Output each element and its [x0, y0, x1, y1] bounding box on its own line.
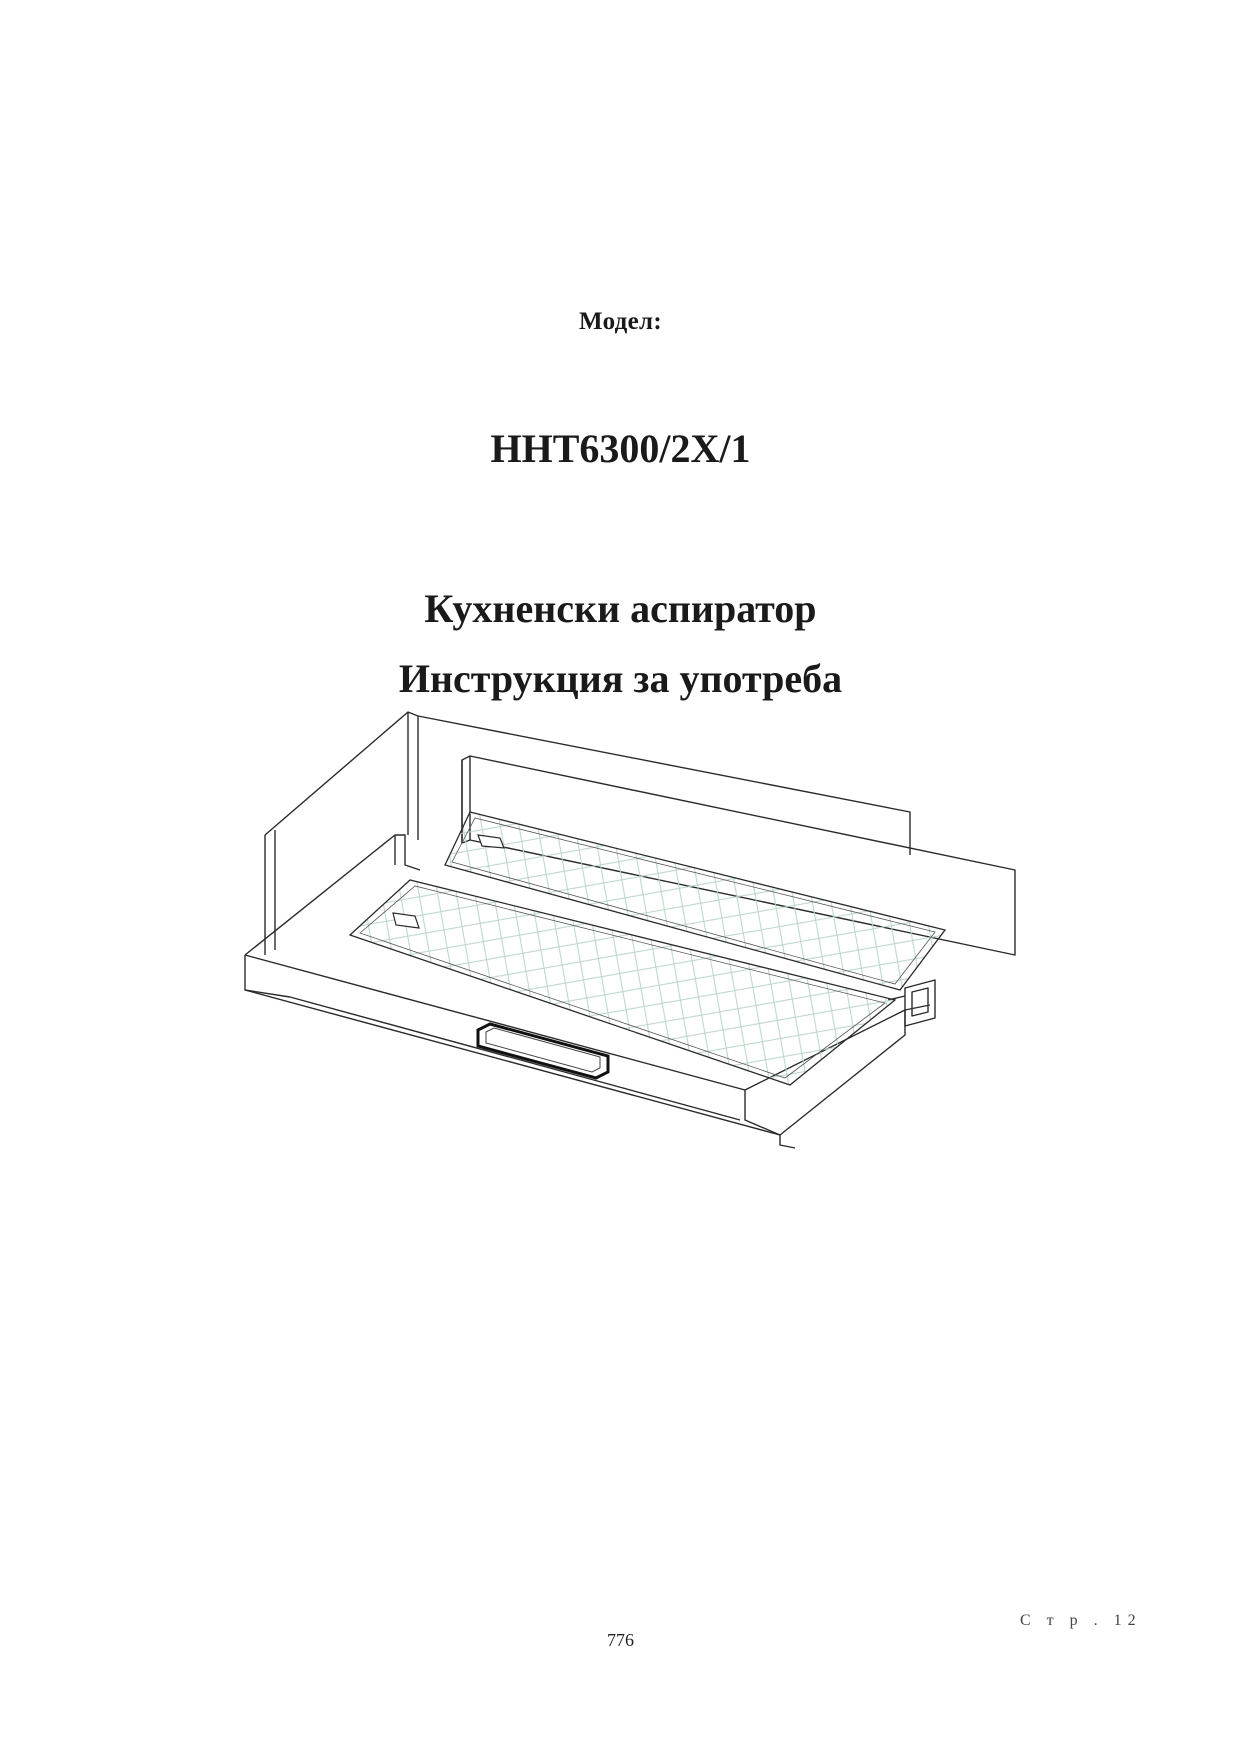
control-panel [478, 1024, 608, 1078]
model-label: Модел: [579, 308, 662, 335]
model-code: HHT6300/2X/1 [490, 426, 751, 471]
manual-title: Инструкция за употреба [398, 656, 843, 701]
page-number: 776 [607, 1630, 634, 1650]
page-label: С т р . 12 [1020, 1612, 1142, 1629]
range-hood-illustration [240, 705, 1030, 1155]
product-name: Кухненски аспиратор [424, 586, 817, 631]
